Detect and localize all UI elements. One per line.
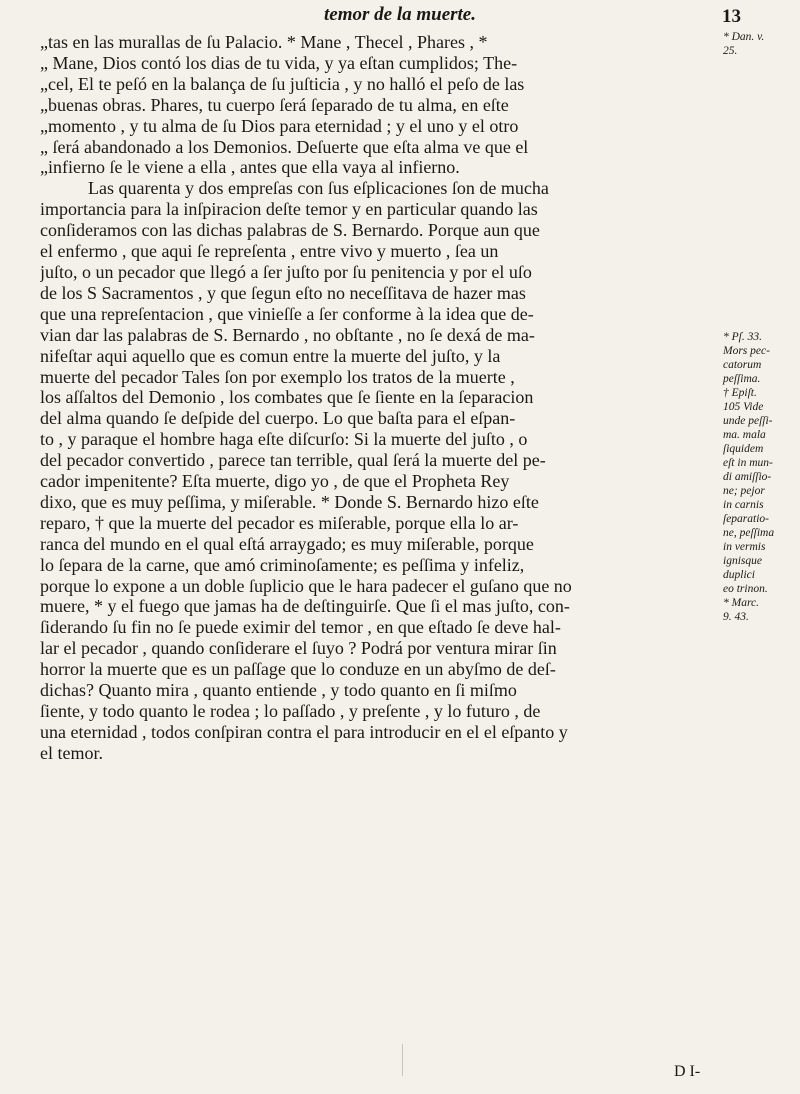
page-number: 13 <box>722 6 741 27</box>
margin-note: ſiquidem <box>723 443 764 455</box>
margin-note: catorum <box>723 359 762 371</box>
page-crease <box>402 1044 408 1076</box>
margin-note: eſt in mun- <box>723 457 773 469</box>
text-line: „buenas obras. Phares, tu cuerpo ſerá ſeparado de tu alma, en eſte <box>40 94 509 115</box>
text-line: „cel, El te peſó en la balança de ſu juſticia , y no halló el peſo de las <box>40 73 525 94</box>
text-line: muerte del pecador Tales ſon por exemplo los tratos de la muerte , <box>40 366 515 387</box>
margin-note: * Pſ. 33. <box>723 331 762 343</box>
text-line: lo ſepara de la carne, que amó criminoſamente; es peſſima y infeliz, <box>40 554 525 575</box>
main-text <box>40 32 722 764</box>
quotation-paragraph <box>40 32 722 178</box>
text-line: que una repreſentacion , que vinieſſe a ſer conforme à la idea que de- <box>40 303 534 324</box>
margin-note: Mors pec- <box>723 345 770 357</box>
margin-note: ne, peſſima <box>723 527 775 539</box>
margin-note: ne; pejor <box>723 485 765 497</box>
margin-notes <box>723 30 797 624</box>
text-line: cador impenitente? Eſta muerte, digo yo , de que el Propheta Rey <box>40 471 510 492</box>
running-head: temor de la muerte. <box>324 4 476 25</box>
text-line: „ Mane, Dios contó los dias de tu vida, y ya eſtan cumplidos; The- <box>40 52 518 73</box>
margin-note: unde peſſi- <box>723 415 773 427</box>
text-line: los aſſaltos del Demonio , los combates que ſe ſiente en la ſeparacion <box>40 387 534 408</box>
text-line: lar el pecador , quando conſiderare el ſuyo ? Podrá por ventura mirar ſin <box>40 638 557 659</box>
margin-note: in carnis <box>723 499 764 511</box>
text-line: nifeſtar aqui aquello que es comun entre la muerte del juſto, y la <box>40 345 501 366</box>
text-line: dichas? Quanto mira , quanto entiende , y todo quanto en ſi miſmo <box>40 680 517 701</box>
text-line: dixo, que es muy peſſima, y miſerable. * Donde S. Bernardo hizo eſte <box>40 491 539 512</box>
text-line: reparo, † que la muerte del pecador es miſerable, porque ella lo ar- <box>40 512 519 533</box>
text-line: del pecador convertido , parece tan terrible, qual ſerá la muerte del pe- <box>40 450 546 471</box>
margin-note: ma. mala <box>723 429 766 441</box>
text-line: juſto, o un pecador que llegó a ſer juſto por ſu penitencia y por el uſo <box>40 261 532 282</box>
margin-note: ſeparatio- <box>723 513 769 525</box>
text-line: importancia para la inſpiracion deſte temor y en particular quando las <box>40 199 538 220</box>
text-line: „ ſerá abandonado a los Demonios. Deſuerte que eſta alma ve que el <box>40 136 529 157</box>
text-line: el temor. <box>40 742 103 763</box>
text-line: to , y paraque el hombre haga eſte diſcurſo: Si la muerte del juſto , o <box>40 429 528 450</box>
margin-note: 25. <box>723 45 738 57</box>
margin-note: † Epiſt. <box>723 387 757 399</box>
catchword: D I- <box>674 1063 701 1080</box>
margin-note: 9. 43. <box>723 611 749 623</box>
margin-note: * Dan. v. <box>723 31 765 43</box>
text-line: una eternidad , todos conſpiran contra el para introducir en el el eſpanto y <box>40 721 568 742</box>
margin-note: ignisque <box>723 555 762 567</box>
margin-note: duplici <box>723 569 755 581</box>
text-line: del alma quando ſe deſpide del cuerpo. Lo que baſta para el eſpan- <box>40 408 516 429</box>
margin-note: di amiſſio- <box>723 471 772 483</box>
text-line: porque lo expone a un doble ſuplicio que le hara padecer el guſano que no <box>40 575 572 596</box>
margin-note: peſſima. <box>723 373 761 385</box>
text-line: ſiderando ſu fin no ſe puede eximir del temor , en que eſtado ſe deve hal- <box>40 617 561 638</box>
text-line: ſiente, y todo quanto le rodea ; lo paſſado , y preſente , y lo futuro , de <box>40 701 541 721</box>
margin-note: eo trinon. <box>723 583 768 595</box>
body-paragraph <box>40 178 722 763</box>
text-line: horror la muerte que es un paſſage que lo conduze en un abyſmo de deſ- <box>40 659 556 680</box>
text-line: vian dar las palabras de S. Bernardo , no obſtante , no ſe dexá de ma- <box>40 324 535 345</box>
margin-note: 105 Vide <box>723 401 764 413</box>
text-line: „infierno ſe le viene a ella , antes que ella vaya al infierno. <box>40 157 460 178</box>
text-line: muere, * y el fuego que jamas ha de deſtinguirſe. Que ſi el mas juſto, con- <box>40 596 570 617</box>
text-line: de los S Sacramentos , y que ſegun eſto no neceſſitava de hazer mas <box>40 282 526 303</box>
margin-note: * Marc. <box>723 597 759 609</box>
text-line: „momento , y tu alma de ſu Dios para eternidad ; y el uno y el otro <box>40 115 519 136</box>
text-line: el enfermo , que aqui ſe repreſenta , entre vivo y muerto , ſea un <box>40 241 499 262</box>
text-line: Las quarenta y dos empreſas con ſus eſplicaciones ſon de mucha <box>88 178 549 199</box>
text-line: ranca del mundo en el qual eſtá arraygado; es muy miſerable, porque <box>40 533 534 554</box>
text-line: „tas en las murallas de ſu Palacio. * Mane , Thecel , Phares , * <box>40 32 488 52</box>
margin-note: in vermis <box>723 541 766 553</box>
text-line: conſideramos con las dichas palabras de S. Bernardo. Porque aun que <box>40 220 540 241</box>
